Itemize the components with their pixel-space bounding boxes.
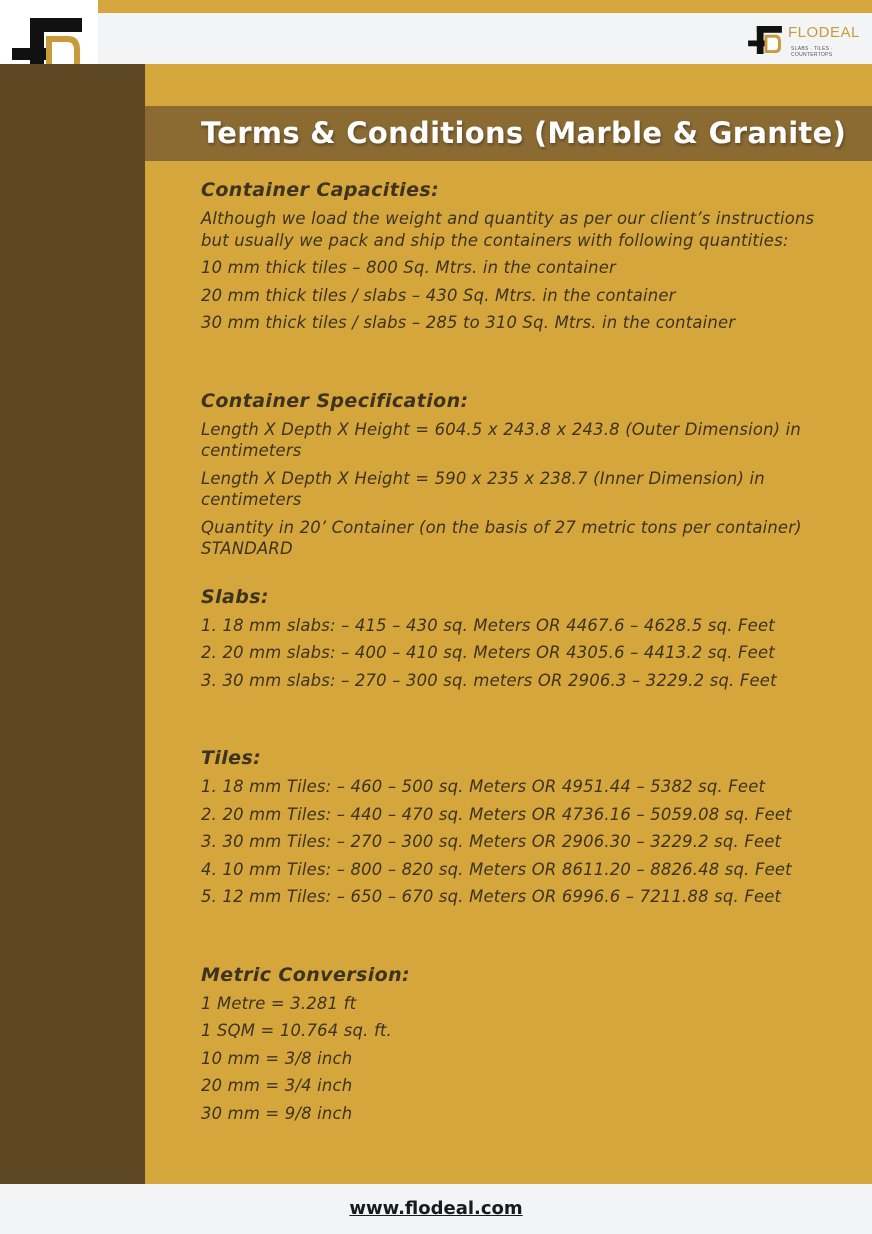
section-line: 1. 18 mm slabs: – 415 – 430 sq. Meters OR 4467.6 – 4628.5 sq. Feet bbox=[201, 615, 775, 635]
section-line: 3. 30 mm slabs: – 270 – 300 sq. meters OR 2906.3 – 3229.2 sq. Feet bbox=[201, 670, 777, 690]
section-line: 10 mm thick tiles – 800 Sq. Mtrs. in the container bbox=[201, 258, 616, 277]
section-line: 3. 30 mm Tiles: – 270 – 300 sq. Meters OR 2906.30 – 3229.2 sq. Feet bbox=[201, 832, 782, 851]
section-line: Quantity in 20’ Container (on the basis of 27 metric tons per container) STANDARD bbox=[201, 517, 802, 558]
terms-content bbox=[201, 178, 817, 1130]
section-line: 4. 10 mm Tiles: – 800 – 820 sq. Meters OR 8611.20 – 8826.48 sq. Feet bbox=[201, 859, 792, 879]
section-line: 5. 12 mm Tiles: – 650 – 670 sq. Meters OR 6996.6 – 7211.88 sq. Feet bbox=[201, 887, 782, 906]
brand-name: FLODEAL bbox=[788, 24, 860, 41]
section-slabs bbox=[201, 585, 817, 692]
section-line: 1. 18 mm Tiles: – 460 – 500 sq. Meters OR 4951.44 – 5382 sq. Feet bbox=[201, 777, 766, 796]
section-container-capacities bbox=[201, 178, 817, 334]
section-heading: Metric Conversion: bbox=[201, 963, 411, 986]
left-sidebar-band bbox=[0, 64, 145, 1184]
section-heading: Container Specification: bbox=[201, 389, 469, 412]
brand-tagline: SLABS · TILES · COUNTERTOPS bbox=[791, 46, 833, 58]
section-line: Length X Depth X Height = 604.5 x 243.8 x 243.8 (Outer Dimension) in centimeters bbox=[201, 419, 802, 460]
section-line: 30 mm thick tiles / slabs – 285 to 310 Sq. Mtrs. in the container bbox=[201, 313, 736, 332]
section-line: 30 mm = 9/8 inch bbox=[201, 1103, 353, 1123]
section-line: 1 SQM = 10.764 sq. ft. bbox=[201, 1021, 392, 1040]
top-stripe bbox=[98, 0, 872, 13]
page-title: Terms & Conditions (Marble & Granite) bbox=[201, 116, 847, 150]
section-line: Length X Depth X Height = 590 x 235 x 238.7 (Inner Dimension) in centimeters bbox=[201, 468, 765, 509]
section-line: 10 mm = 3/8 inch bbox=[201, 1048, 353, 1068]
section-line: 1 Metre = 3.281 ft bbox=[201, 993, 357, 1013]
section-line: Although we load the weight and quantity as per our client’s instructions but usually we pack and ship the containers with following quantities: bbox=[201, 209, 815, 250]
section-line: 2. 20 mm Tiles: – 440 – 470 sq. Meters OR 4736.16 – 5059.08 sq. Feet bbox=[201, 804, 792, 824]
section-container-specification bbox=[201, 389, 817, 560]
section-heading: Container Capacities: bbox=[201, 179, 440, 201]
fd-small-logo-icon bbox=[748, 26, 782, 54]
section-heading: Slabs: bbox=[201, 585, 269, 608]
section-tiles bbox=[201, 746, 817, 908]
section-heading: Tiles: bbox=[201, 747, 262, 769]
footer-bar bbox=[0, 1184, 872, 1234]
section-line: 2. 20 mm slabs: – 400 – 410 sq. Meters OR 4305.6 – 4413.2 sq. Feet bbox=[201, 643, 775, 662]
section-metric-conversion bbox=[201, 963, 817, 1125]
section-line: 20 mm = 3/4 inch bbox=[201, 1076, 353, 1095]
section-line: 20 mm thick tiles / slabs – 430 Sq. Mtrs. in the container bbox=[201, 285, 676, 305]
brand-header-logo bbox=[748, 24, 866, 56]
website-link[interactable]: www.flodeal.com bbox=[349, 1198, 523, 1219]
